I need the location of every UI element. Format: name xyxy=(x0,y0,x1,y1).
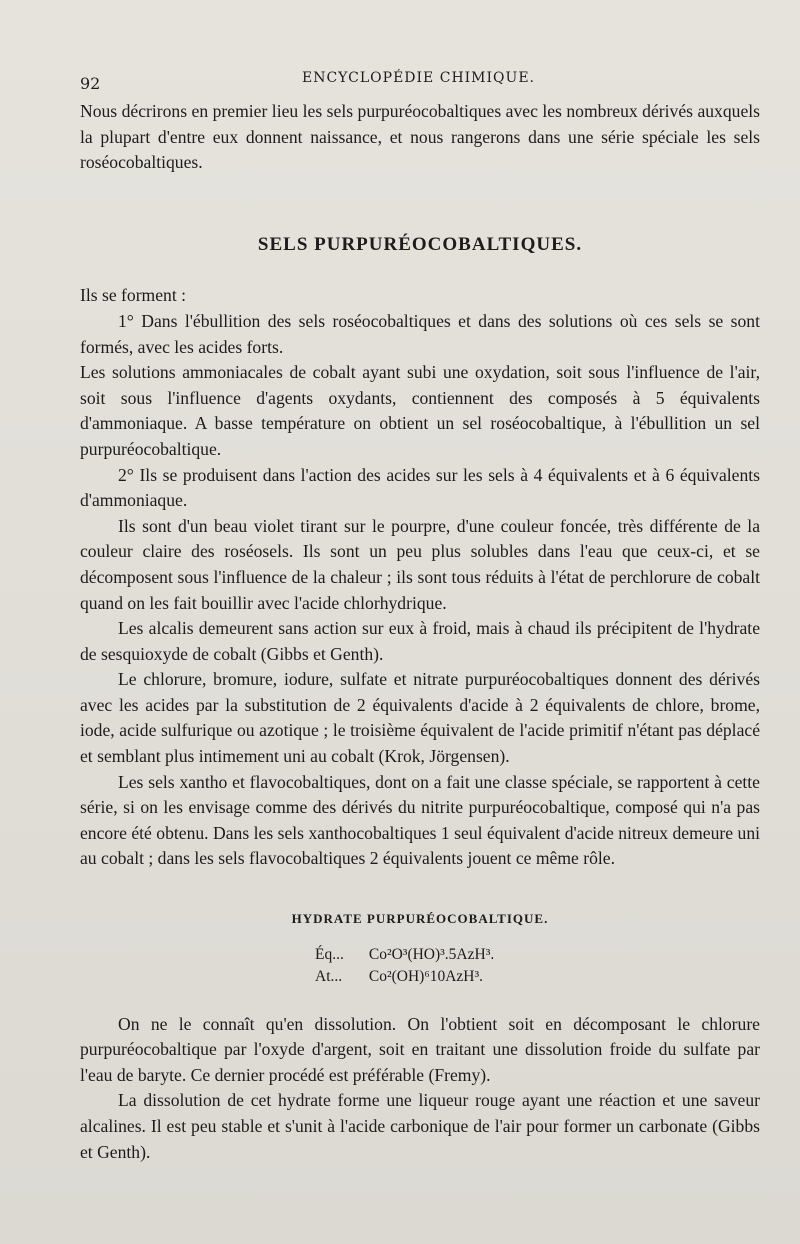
formula: Co²O³(HO)³.5AzH³. xyxy=(368,945,495,963)
formula-label: At... xyxy=(315,967,343,985)
section-title: SELS PURPURÉOCOBALTIQUES. xyxy=(257,233,583,255)
formula-label: Éq... xyxy=(315,945,344,963)
paragraph: Le chlorure, bromure, iodure, sulfate et nitrate purpuréocobaltiques donnent des dérivés avec les acides par la substitution de 2 équivalents d'acide à 2 équivalents de chlore, brome, iode, acide sulfurique ou azotique ; le troisième équivalent de l'acide primitif n'étant pas déplacé et semblant plus intimement uni au cobalt (Krok, Jörgensen). xyxy=(80,669,760,767)
subsection-title: HYDRATE PURPURÉOCOBALTIQUE. xyxy=(291,911,549,927)
paragraph: On ne le connaît qu'en dissolution. On l'obtient soit en décomposant le chlorure purpuréocobaltique par l'oxyde d'argent, soit en traitant une dissolution froide du sulfate par l'eau de baryte. Ce dernier procédé est préférable (Fremy). xyxy=(80,1013,760,1085)
paragraph: Ils sont d'un beau violet tirant sur le pourpre, d'une couleur foncée, très différente de la couleur claire des roséosels. Ils sont un peu plus solubles dans l'eau que ceux-ci, et se décomposent sous l'influence de la chaleur ; ils sont tous réduits à l'état de perchlorure de cobalt quand on les fait bouillir avec l'acide chlorhydrique. xyxy=(80,515,760,613)
page-header xyxy=(80,70,740,94)
running-head: ENCYCLOPÉDIE CHIMIQUE. xyxy=(302,70,535,86)
paragraph: 2° Ils se produisent dans l'action des acides sur les sels à 4 équivalents et à 6 équivalents d'ammoniaque. xyxy=(80,464,760,511)
paragraph: La dissolution de cet hydrate forme une liqueur rouge ayant une réaction et une saveur alcalines. Il est peu stable et s'unit à l'acide carbonique de l'air pour former un carbonate (Gibbs et Genth). xyxy=(80,1090,760,1162)
formula-atoms xyxy=(315,966,760,988)
paragraph: Les solutions ammoniacales de cobalt ayant subi une oxydation, soit sous l'influence de l'air, soit sous l'influence d'agents oxydants, contiennent des composés à 5 équivalents d'ammoniaque. A basse température on obtient un sel roséocobaltique, à l'ébullition un sel purpuréocobaltique. xyxy=(80,362,760,459)
formula-equivalents xyxy=(315,944,760,966)
page-number: 92 xyxy=(80,74,101,93)
paragraph: 1° Dans l'ébullition des sels roséocobaltiques et dans des solutions où ces sels se sont formés, avec les acides forts. xyxy=(80,310,760,357)
paragraph: Ils se forment : xyxy=(80,285,187,306)
body-text xyxy=(80,97,760,1165)
paragraph: Les alcalis demeurent sans action sur eux à froid, mais à chaud ils précipitent de l'hydrate de sesquioxyde de cobalt (Gibbs et Genth). xyxy=(80,618,760,664)
formula-block xyxy=(315,944,760,988)
intro-paragraph: Nous décrirons en premier lieu les sels purpuréocobaltiques avec les nombreux dérivés auxquels la plupart d'entre eux donnent naissance, et nous rangerons dans une série spéciale les sels roséocobaltiques. xyxy=(80,101,760,173)
paragraph: Les sels xantho et flavocobaltiques, dont on a fait une classe spéciale, se rapportent à cette série, si on les envisage comme des dérivés du nitrite purpuréocobaltique, composé qui n'a pas encore été obtenu. Dans les sels xanthocobaltiques 1 seul équivalent d'acide nitreux demeure uni au cobalt ; dans les sels flavocobaltiques 2 équivalents jouent ce même rôle. xyxy=(80,771,760,869)
formula: Co²(OH)⁶10AzH³. xyxy=(368,967,484,985)
